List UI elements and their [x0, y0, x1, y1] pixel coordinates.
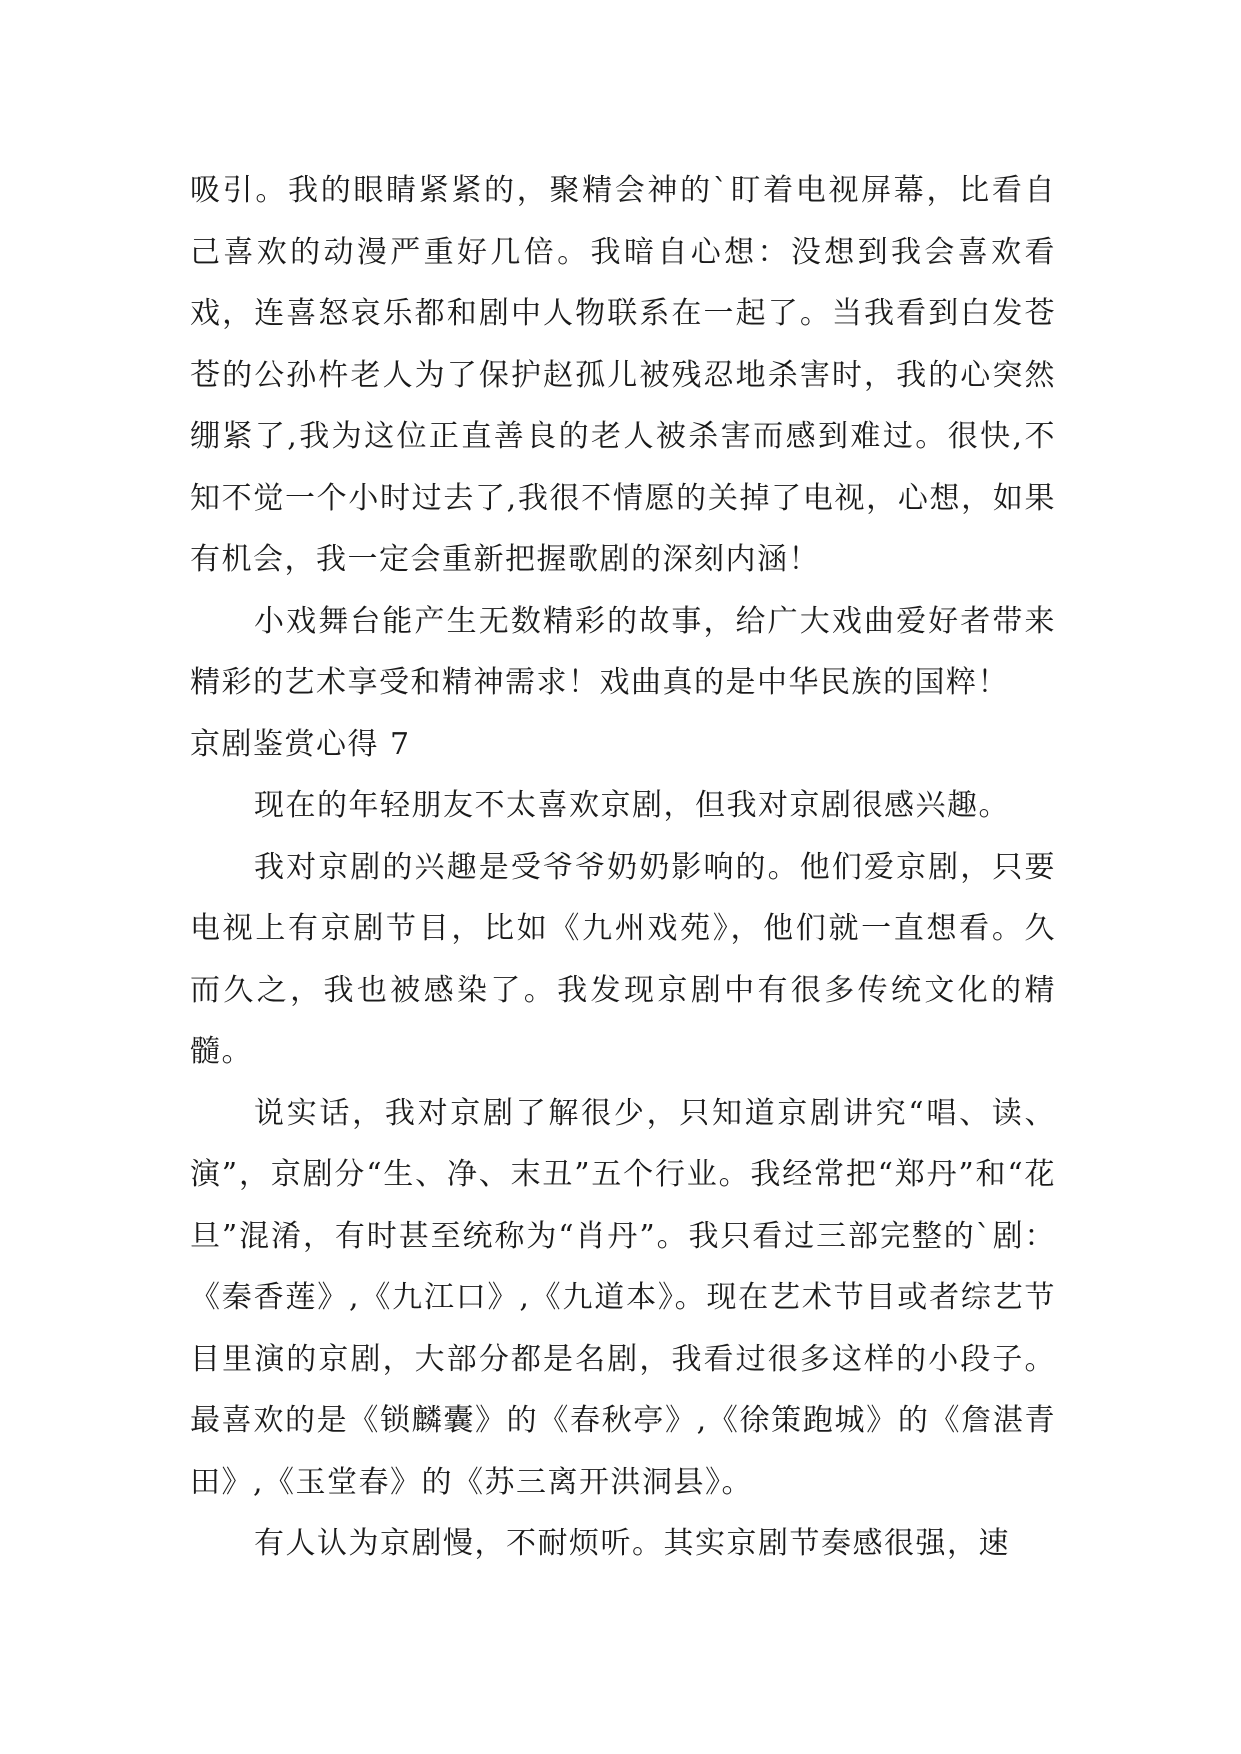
- paragraph: 我对京剧的兴趣是受爷爷奶奶影响的。他们爱京剧，只要电视上有京剧节目，比如《九州戏苑》，他们就一直想看。久而久之，我也被感染了。我发现京剧中有很多传统文化的精髓。: [190, 849, 1056, 1069]
- paragraph: 现在的年轻朋友不太喜欢京剧，但我对京剧很感兴趣。: [254, 788, 1010, 823]
- paragraph: 说实话，我对京剧了解很少，只知道京剧讲究“唱、读、演”，京剧分“生、净、末丑”五个行业。我经常把“郑丹”和“花旦”混淆，有时甚至统称为“肖丹”。我只看过三部完整的`剧：《秦香莲》,《九江口》,《九道本》。现在艺术节目或者综艺节目里演的京剧，大部分都是名剧，我看过很多这样的小段子。最喜欢的是《锁麟囊》的《春秋亭》,《徐策跑城》的《詹湛青田》,《玉堂春》的《苏三离开洪洞县》。: [190, 1095, 1056, 1500]
- paragraph: 有人认为京剧慢，不耐烦听。其实京剧节奏感很强，速: [254, 1526, 1010, 1561]
- paragraph: 小戏舞台能产生无数精彩的故事，给广大戏曲爱好者带来精彩的艺术享受和精神需求！戏曲真的是中华民族的国粹！: [190, 603, 1056, 700]
- document-body: [190, 160, 1056, 1575]
- paragraph: 吸引。我的眼睛紧紧的，聚精会神的`盯着电视屏幕，比看自己喜欢的动漫严重好几倍。我暗自心想：没想到我会喜欢看戏，连喜怒哀乐都和剧中人物联系在一起了。当我看到白发苍苍的公孙杵老人为了保护赵孤儿被残忍地杀害时，我的心突然绷紧了,我为这位正直善良的老人被杀害而感到难过。很快,不知不觉一个小时过去了,我很不情愿的关掉了电视，心想，如果有机会，我一定会重新把握歌剧的深刻内涵！: [190, 173, 1056, 577]
- section-title: 京剧鉴赏心得 7: [190, 726, 411, 762]
